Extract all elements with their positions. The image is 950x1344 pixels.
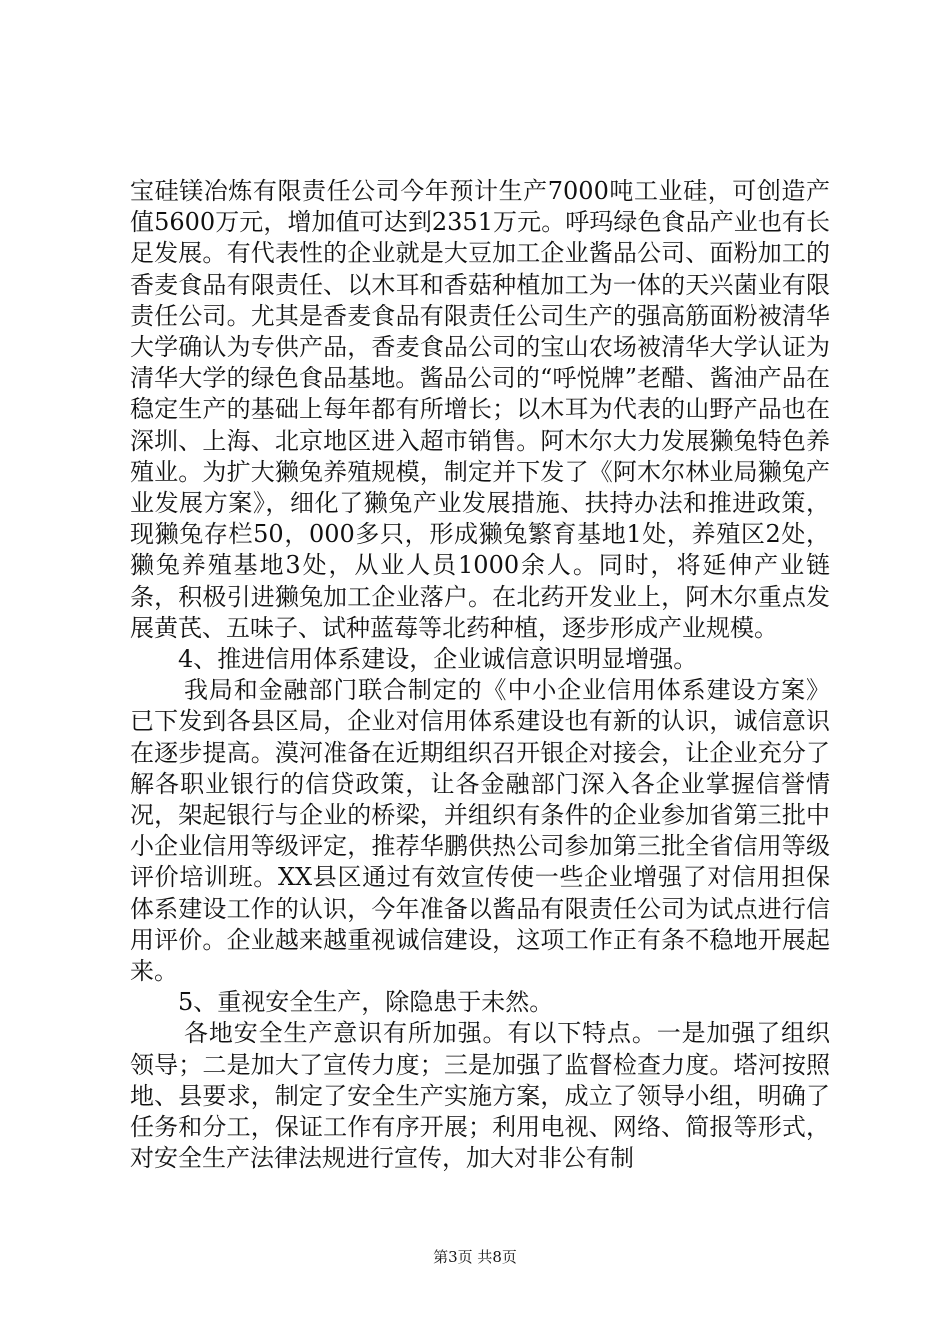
paragraph-safety-production: 各地安全生产意识有所加强。有以下特点。一是加强了组织领导；二是加大了宣传力度；三是加强了监督检查力度。塔河按照地、县要求，制定了安全生产实施方案，成立了领导小组，明确了任务和分工，保证工作有序开展；利用电视、网络、简报等形式，对安全生产法律法规进行宣传，加大对非公有制	[130, 1019, 830, 1173]
paragraph-credit-system: 我局和金融部门联合制定的《中小企业信用体系建设方案》已下发到各县区局，企业对信用体系建设也有新的认识，诚信意识在逐步提高。漠河准备在近期组织召开银企对接会，让企业充分了解各职业银行的信贷政策，让各金融部门深入各企业掌握信誉情况，架起银行与企业的桥梁，并组织有条件的企业参加省第三批中小企业信用等级评定，推荐华鹏供热公司参加第三批全省信用等级评价培训班。XX县区通过有效宣传使一些企业增强了对信用担保体系建设工作的认识，今年准备以酱品有限责任公司为试点进行信用评价。企业越来越重视诚信建设，这项工作正有条不稳地开展起来。	[130, 676, 830, 986]
page-number-footer: 第3页 共8页	[433, 1248, 517, 1266]
paragraph-industry-development: 宝硅镁冶炼有限责任公司今年预计生产7000吨工业硅，可创造产值5600万元，增加值可达到2351万元。呼玛绿色食品产业也有长足发展。有代表性的企业就是大豆加工企业酱品公司、面粉加工的香麦食品有限责任、以木耳和香菇种植加工为一体的天兴菌业有限责任公司。尤其是香麦食品有限责任公司生产的强高筋面粉被清华大学确认为专供产品，香麦食品公司的宝山农场被清华大学认证为清华大学的绿色食品基地。酱品公司的“呼悦牌”老醋、酱油产品在稳定生产的基础上每年都有所增长；以木耳为代表的山野产品也在深圳、上海、北京地区进入超市销售。阿木尔大力发展獭兔特色养殖业。为扩大獭兔养殖规模，制定并下发了《阿木尔林业局獭兔产业发展方案》，细化了獭兔产业发展措施、扶持办法和推进政策，现獭兔存栏50，000多只，形成獭兔繁育基地1处，养殖区2处，獭兔养殖基地3处，从业人员1000余人。同时，将延伸产业链条，积极引进獭兔加工企业落户。在北药开发业上，阿木尔重点发展黄芪、五味子、试种蓝莓等北药种植，逐步形成产业规模。	[130, 177, 830, 642]
document-body	[130, 176, 830, 1175]
section-heading-safety-production: 5、重视安全生产，除隐患于未然。	[178, 988, 554, 1017]
section-heading-credit-system: 4、推进信用体系建设，企业诚信意识明显增强。	[178, 645, 698, 674]
